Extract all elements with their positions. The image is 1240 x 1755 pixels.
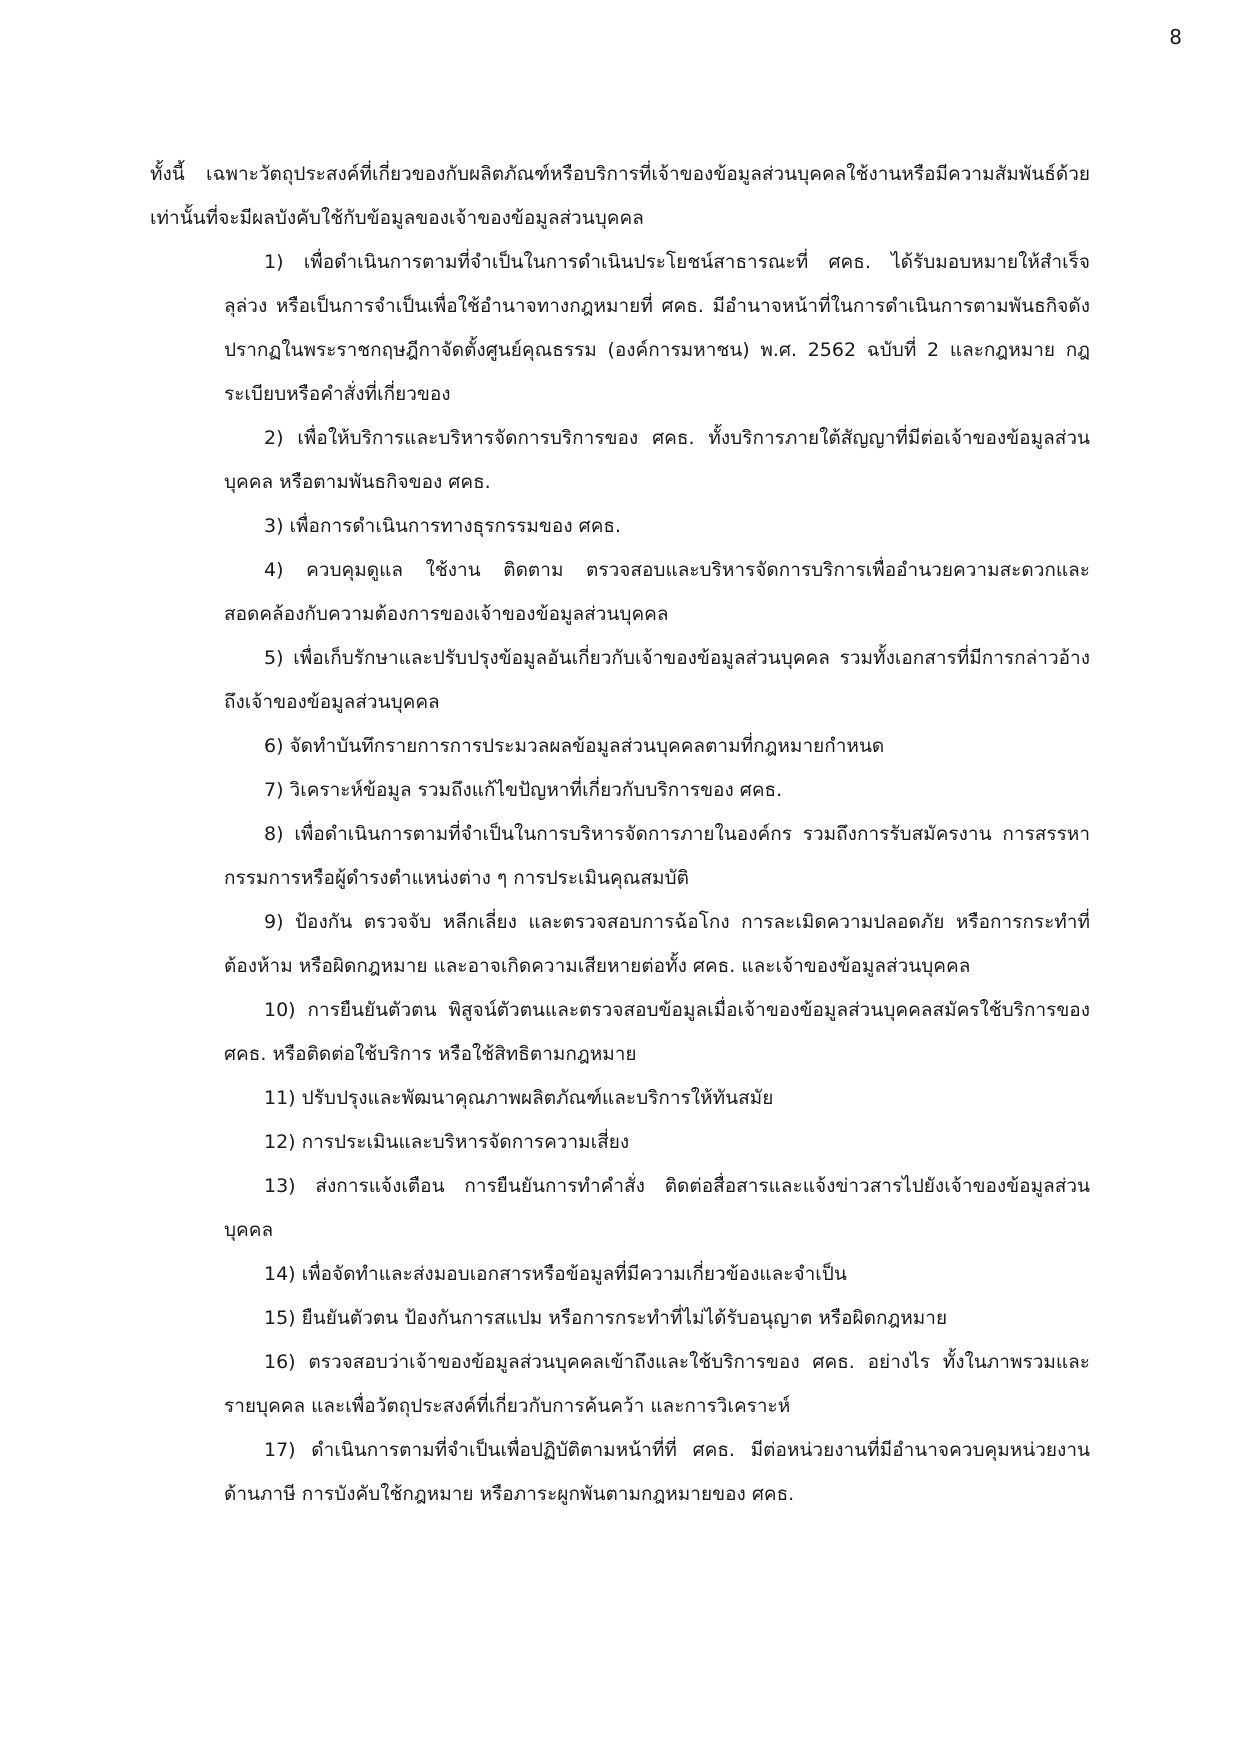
purpose-item-2: 2) เพื่อให้บริการและบริหารจัดการบริการของ ศคธ. ทั้งบริการภายใต้สัญญาที่มีต่อเจ้าของข้อมูลส่วนบุคคล หรือตามพันธกิจของ ศคธ. (224, 427, 1090, 493)
purpose-item-16: 16) ตรวจสอบว่าเจ้าของข้อมูลส่วนบุคคลเข้าถึงและใช้บริการของ ศคธ. อย่างไร ทั้งในภาพรวมและรายบุคคล และเพื่อวัตถุประสงค์ที่เกี่ยวกับการค้นคว้า และการวิเคราะห์ (224, 1351, 1090, 1417)
purpose-item-17: 17) ดำเนินการตามที่จำเป็นเพื่อปฏิบัติตามหน้าที่ที่ ศคธ. มีต่อหน่วยงานที่มีอำนาจควบคุมหน่วยงานด้านภาษี การบังคับใช้กฎหมาย หรือภาระผูกพันตามกฎหมายของ ศคธ. (224, 1439, 1090, 1505)
purpose-item-12: 12) การประเมินและบริหารจัดการความเสี่ยง (264, 1131, 630, 1153)
purpose-list (150, 240, 1090, 1516)
purpose-item-5: 5) เพื่อเก็บรักษาและปรับปรุงข้อมูลอันเกี่ยวกับเจ้าของข้อมูลส่วนบุคคล รวมทั้งเอกสารที่มีการกล่าวอ้างถึงเจ้าของข้อมูลส่วนบุคคล (224, 647, 1090, 713)
purpose-item-8: 8) เพื่อดำเนินการตามที่จำเป็นในการบริหารจัดการภายในองค์กร รวมถึงการรับสมัครงาน การสรรหากรรมการหรือผู้ดำรงตำแหน่งต่าง ๆ การประเมินคุณสมบัติ (224, 823, 1090, 889)
purpose-item-10: 10) การยืนยันตัวตน พิสูจน์ตัวตนและตรวจสอบข้อมูลเมื่อเจ้าของข้อมูลส่วนบุคคลสมัครใช้บริการของ ศคธ. หรือติดต่อใช้บริการ หรือใช้สิทธิตามกฎหมาย (224, 999, 1090, 1065)
intro-paragraph: ทั้งนี้ เฉพาะวัตถุประสงค์ที่เกี่ยวของกับผลิตภัณฑ์หรือบริการที่เจ้าของข้อมูลส่วนบุคคลใช้งานหรือมีความสัมพันธ์ด้วยเท่านั้นที่จะมีผลบังคับใช้กับข้อมูลของเจ้าของข้อมูลส่วนบุคคล (150, 163, 1090, 229)
purpose-item-1: 1) เพื่อดำเนินการตามที่จำเป็นในการดำเนินประโยชน์สาธารณะที่ ศคธ. ได้รับมอบหมายให้สำเร็จลุล่วง หรือเป็นการจำเป็นเพื่อใช้อำนาจทางกฎหมายที่ ศคธ. มีอำนาจหน้าที่ในการดำเนินการตามพันธกิจดังปรากฏในพระราชกฤษฎีกาจัดตั้งศูนย์คุณธรรม (องค์การมหาชน) พ.ศ. 2562 ฉบับที่ 2 และกฎหมาย กฎ ระเบียบหรือคำสั่งที่เกี่ยวของ (224, 251, 1090, 405)
purpose-item-11: 11) ปรับปรุงและพัฒนาคุณภาพผลิตภัณฑ์และบริการให้ทันสมัย (264, 1087, 774, 1109)
purpose-item-9: 9) ป้องกัน ตรวจจับ หลีกเลี่ยง และตรวจสอบการฉ้อโกง การละเมิดความปลอดภัย หรือการกระทำที่ต้องห้าม หรือผิดกฎหมาย และอาจเกิดความเสียหายต่อทั้ง ศคธ. และเจ้าของข้อมูลส่วนบุคคล (224, 911, 1090, 977)
purpose-item-13: 13) ส่งการแจ้งเตือน การยืนยันการทำคำสั่ง ติดต่อสื่อสารและแจ้งข่าวสารไปยังเจ้าของข้อมูลส่วนบุคคล (224, 1175, 1090, 1241)
purpose-item-6: 6) จัดทำบันทึกรายการการประมวลผลข้อมูลส่วนบุคคลตามที่กฎหมายกำหนด (264, 735, 885, 757)
purpose-item-7: 7) วิเคราะห์ข้อมูล รวมถึงแก้ไขปัญหาที่เกี่ยวกับบริการของ ศคธ. (264, 779, 783, 801)
purpose-item-14: 14) เพื่อจัดทำและส่งมอบเอกสารหรือข้อมูลที่มีความเกี่ยวข้องและจำเป็น (264, 1263, 847, 1285)
purpose-item-4: 4) ควบคุมดูแล ใช้งาน ติดตาม ตรวจสอบและบริหารจัดการบริการเพื่ออำนวยความสะดวกและสอดคล้องกับความต้องการของเจ้าของข้อมูลส่วนบุคคล (224, 559, 1090, 625)
document-body (150, 152, 1090, 1516)
purpose-item-15: 15) ยืนยันตัวตน ป้องกันการสแปม หรือการกระทำที่ไม่ได้รับอนุญาต หรือผิดกฎหมาย (264, 1307, 948, 1329)
purpose-item-3: 3) เพื่อการดำเนินการทางธุรกรรมของ ศคธ. (264, 515, 622, 537)
page-number: 8 (1169, 25, 1182, 49)
